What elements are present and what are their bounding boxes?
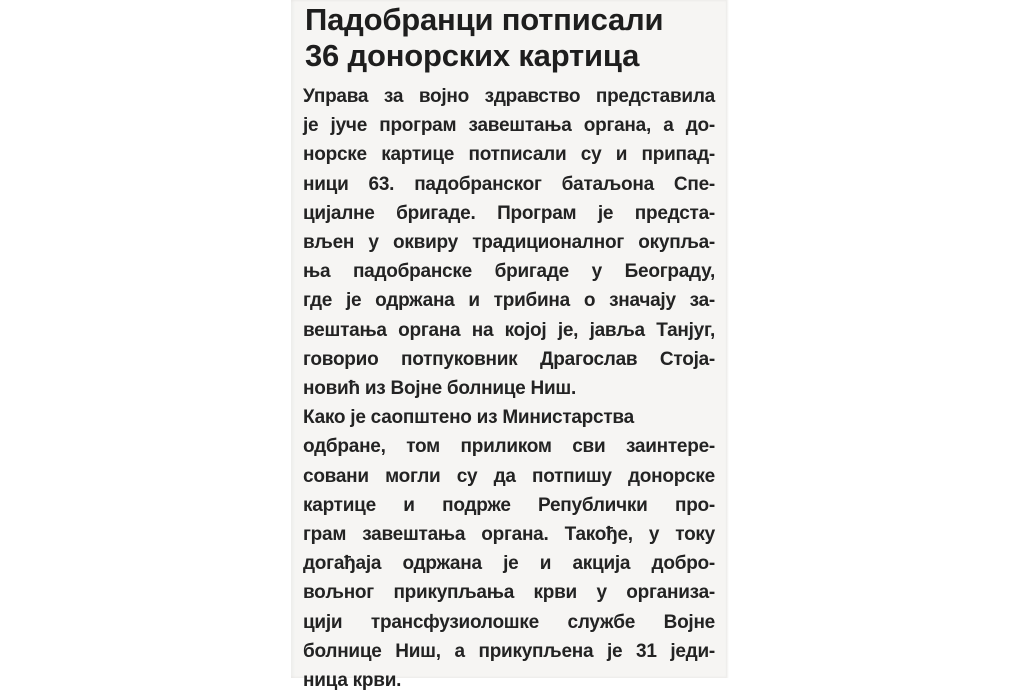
article-body xyxy=(303,82,715,695)
body-line: вљен у оквиру традиционалног окупља- xyxy=(303,232,715,254)
body-line: болнице Ниш, а прикупљена је 31 једи- xyxy=(303,640,715,662)
headline-line-1: Падобранци потписали xyxy=(305,2,664,37)
body-line: Како је саопштено из Министарства xyxy=(303,407,634,429)
body-line: догађаја одржана је и акција добро- xyxy=(303,553,715,575)
body-line: совани могли су да потпишу донорске xyxy=(303,465,715,487)
clipping-edge xyxy=(726,0,729,678)
body-line: где је одржана и трибина о значају за- xyxy=(303,290,715,312)
headline-line-2: 36 донорских картица xyxy=(305,38,640,73)
body-line: одбране, том приликом сви заинтере- xyxy=(303,436,715,458)
body-line: вољног прикупљања крви у организа- xyxy=(303,582,715,604)
body-line: грам завештања органа. Такође, у току xyxy=(303,524,715,546)
body-line: ници 63. падобранског батаљона Спе- xyxy=(303,173,715,195)
body-line: цијалне бригаде. Програм је предста- xyxy=(303,202,715,224)
body-line: цији трансфузиолошке службе Војне xyxy=(303,611,715,633)
body-line: је јуче програм завештања органа, а до- xyxy=(303,115,715,137)
body-line: норске картице потписали су и припад- xyxy=(303,144,715,166)
body-line: картице и подрже Републички про- xyxy=(303,494,715,516)
body-line: вештања органа на којој је, јавља Танјуг, xyxy=(303,319,715,341)
body-line: Управа за војно здравство представила xyxy=(303,86,715,107)
body-line: ња падобранске бригаде у Београду, xyxy=(303,261,715,283)
body-line: новић из Војне болнице Ниш. xyxy=(303,378,577,400)
body-line: ница крви. xyxy=(303,670,402,692)
article-headline xyxy=(305,2,715,74)
body-line: говорио потпуковник Драгослав Стоја- xyxy=(303,348,715,370)
